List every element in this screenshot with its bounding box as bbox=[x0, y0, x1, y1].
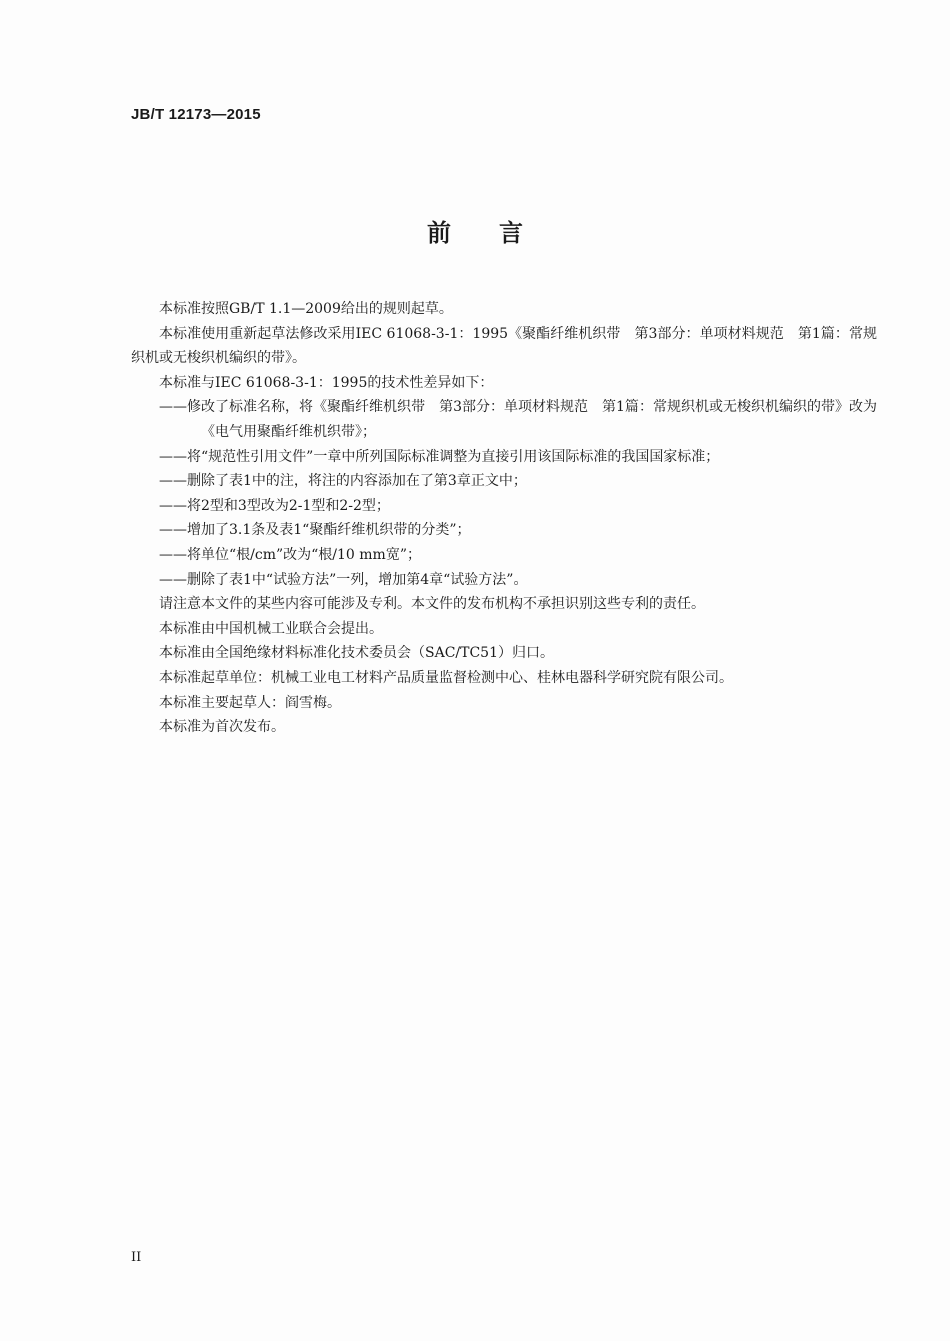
paragraph-differences-intro: 本标准与IEC 61068-3-1：1995的技术性差异如下： bbox=[159, 374, 494, 391]
difference-item: ——增加了3.1条及表1“聚酯纤维机织带的分类”； bbox=[159, 522, 471, 539]
paragraph-technical-committee: 本标准由全国绝缘材料标准化技术委员会（SAC/TC51）归口。 bbox=[159, 645, 554, 662]
document-code: JB/T 12173—2015 bbox=[131, 106, 261, 123]
difference-item: ——删除了表1中“试验方法”一列，增加第4章“试验方法”。 bbox=[159, 571, 528, 588]
paragraph-first-release: 本标准为首次发布。 bbox=[159, 719, 285, 736]
paragraph-adoption: 本标准使用重新起草法修改采用IEC 61068-3-1：1995《聚酯纤维机织带 第3部分：单项材料规范 第1篇：常规织机或无梭织机编织的带》。 bbox=[131, 325, 877, 367]
difference-item: ——修改了标准名称，将《聚酯纤维机织带 第3部分：单项材料规范 第1篇：常规织机或无梭织机编织的带》改为《电气用聚酯纤维机织带》； bbox=[159, 399, 877, 440]
difference-item: ——将“规范性引用文件”一章中所列国际标准调整为直接引用该国际标准的我国国家标准； bbox=[159, 448, 720, 465]
paragraph-drafters: 本标准主要起草人：阎雪梅。 bbox=[159, 694, 341, 711]
paragraph-proposed-by: 本标准由中国机械工业联合会提出。 bbox=[159, 620, 383, 637]
difference-item: ——将单位“根/cm”改为“根/10 mm宽”； bbox=[159, 546, 421, 563]
paragraph-drafting-units: 本标准起草单位：机械工业电工材料产品质量监督检测中心、桂林电器科学研究院有限公司。 bbox=[159, 669, 733, 686]
page-title: 前言 bbox=[427, 219, 571, 247]
paragraph-drafting-rules: 本标准按照GB/T 1.1—2009给出的规则起草。 bbox=[159, 301, 453, 317]
foreword-body bbox=[131, 297, 877, 740]
page-number: II bbox=[131, 1250, 142, 1265]
difference-item: ——删除了表1中的注，将注的内容添加在了第3章正文中； bbox=[159, 473, 527, 490]
paragraph-patent-notice: 请注意本文件的某些内容可能涉及专利。本文件的发布机构不承担识别这些专利的责任。 bbox=[159, 596, 705, 613]
difference-item: ——将2型和3型改为2-1型和2-2型； bbox=[159, 497, 390, 514]
